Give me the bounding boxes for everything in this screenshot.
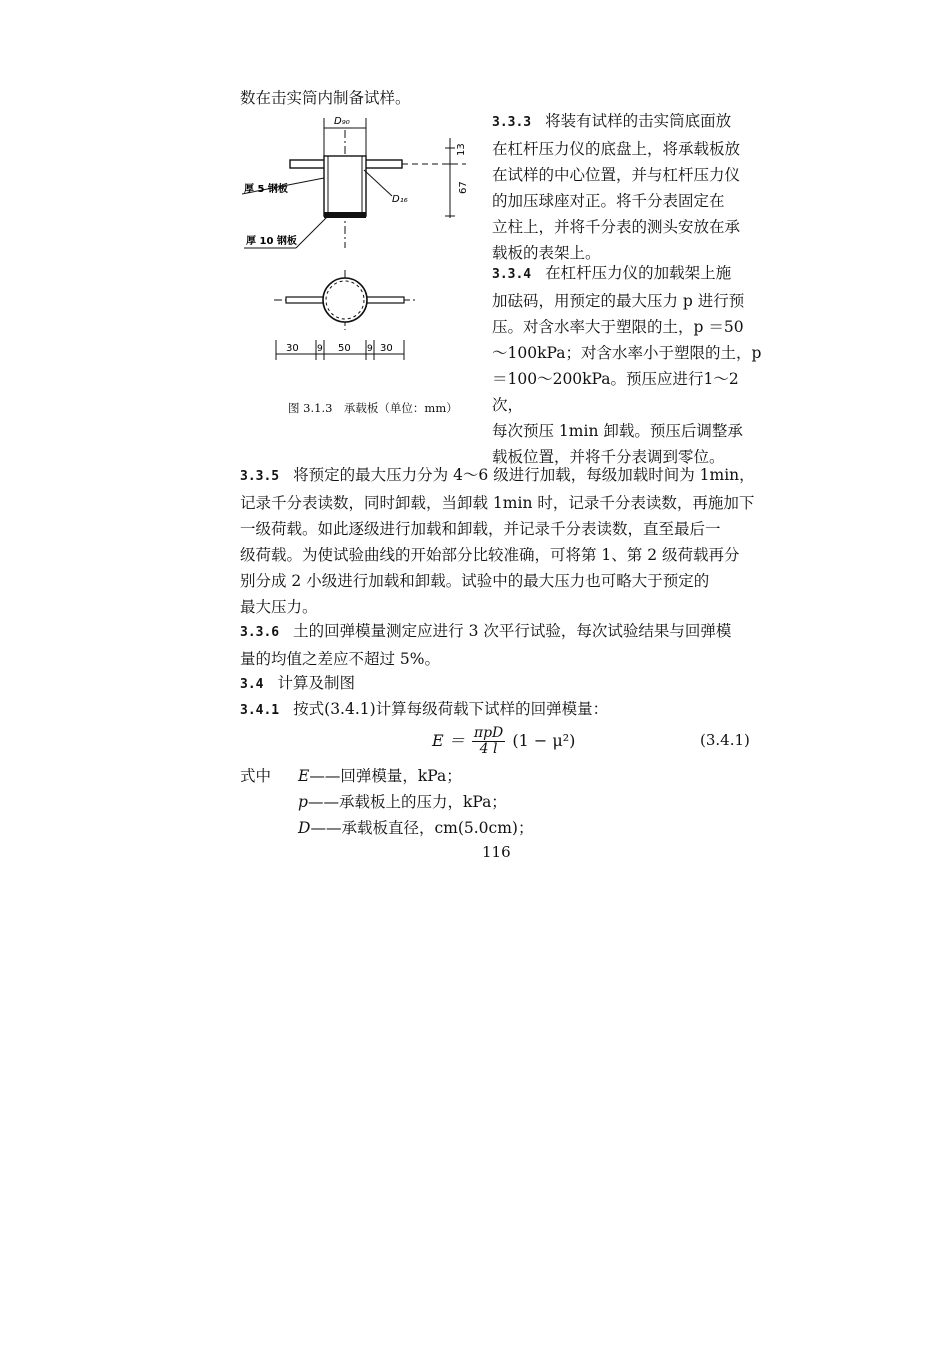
text-line: 土的回弹模量测定应进行 3 次平行试验，每次试验结果与回弹模 [293,622,732,640]
leader-d16 [364,170,392,196]
text-line: 立柱上，并将千分表的测头安放在承 [492,218,741,236]
formula-3-4-1 [432,726,575,757]
dim-50: 50 [338,343,351,354]
text-line: 在杠杆压力仪的底盘上，将承载板放 [492,140,741,158]
where-lead: 式中 [240,767,272,785]
text-line: ～100kPa；对含水率小于塑限的土，p [492,344,762,362]
formula-numerator: πpD [473,725,504,741]
plan-circle [323,278,367,322]
dim-9-right: 9 [367,344,373,354]
text-line: 将装有试样的击实筒底面放 [545,112,732,130]
plan-wing-left [286,297,324,303]
text-line: ＝100～200kPa。预压应进行1～2 次， [492,370,739,414]
text-line: 加砝码，用预定的最大压力 p 进行预 [492,292,745,310]
where-desc: ——回弹模量，kPa； [309,767,462,785]
formula-denominator: 4 l [479,741,498,757]
equation-number: (3.4.1) [700,731,750,749]
label-plate5: 厚 5 钢板 [244,184,288,195]
text-line: 量的均值之差应不超过 5%。 [240,650,441,668]
section-3-3-3 [492,108,762,266]
plan-wing-right [366,297,404,303]
section-3-4-1 [240,696,608,724]
dim-67: 67 [458,181,469,194]
text-line: 一级荷载。如此逐级进行加载和卸载，并记录千分表读数，直至最后一 [240,520,721,538]
leader-plate10 [296,216,328,248]
text-line: 按式(3.4.1)计算每级荷载下试样的回弹模量： [293,700,609,718]
section-3-3-6 [240,618,760,672]
page-number: 116 [482,843,511,861]
formula-fraction [472,726,505,757]
label-plate10: 厚 10 钢板 [246,236,297,247]
text-line: 载板位置，并将千分表调到零位。 [492,448,725,466]
section-number: 3.3.4 [492,267,532,282]
where-symbol: D [298,819,311,837]
dim-30-left: 30 [286,343,299,354]
text-line: 每次预压 1min 卸载。预压后调整承 [492,422,743,440]
section-number: 3.3.5 [240,469,280,484]
text-line: 在试样的中心位置，并与杠杆压力仪 [492,166,741,184]
section-3-3-4 [492,260,762,470]
section-number: 3.4 [240,677,264,692]
text-line: 在杠杆压力仪的加载架上施 [545,264,732,282]
where-symbol: p [298,793,308,811]
section-3-4-heading [240,670,355,698]
where-symbol: E [298,767,310,785]
label-d16: D₁₆ [392,194,408,205]
text-line: 将预定的最大压力分为 4～6 级进行加载，每级加载时间为 1min， [293,466,755,484]
label-d90: D₉₀ [334,116,350,127]
text-line: 压。对含水率大于塑限的土，p ＝50 [492,318,744,336]
where-item-p [298,792,507,812]
continued-text: 数在击实筒内制备试样。 [240,89,411,107]
text-line: 的加压球座对正。将千分表固定在 [492,192,725,210]
text-line: 最大压力。 [240,598,318,616]
text-line: 记录千分表读数，同时卸载，当卸载 1min 时，记录千分表读数，再施加下 [240,494,755,512]
section-title: 计算及制图 [277,674,355,692]
where-desc: ——承载板上的压力，kPa； [307,793,507,811]
dim-9-left: 9 [317,344,323,354]
text-line: 级荷载。为使试验曲线的开始部分比较准确，可将第 1、第 2 级荷载再分 [240,546,740,564]
section-number: 3.3.6 [240,625,280,640]
section-number: 3.3.3 [492,115,532,130]
figure-caption: 图 3.1.3 承载板（单位：mm） [288,401,458,415]
where-item-d [298,818,533,838]
where-desc: ——承载板直径，cm(5.0cm)； [310,819,534,837]
text-line: 别分成 2 小级进行加载和卸载。试验中的最大压力也可略大于预定的 [240,572,710,590]
dim-30-right: 30 [380,343,393,354]
where-item-e [298,766,462,786]
dim-13: 13 [456,143,467,156]
bottom-plate [324,212,366,218]
section-number: 3.4.1 [240,703,280,718]
text-line: 载板的表架上。 [492,244,601,262]
formula-rhs: (1 − μ²) [512,731,576,750]
section-3-3-5 [240,462,760,620]
cylinder-body [324,156,366,216]
bearing-plate-figure [240,108,480,428]
formula-lhs: E ＝ [432,731,465,750]
